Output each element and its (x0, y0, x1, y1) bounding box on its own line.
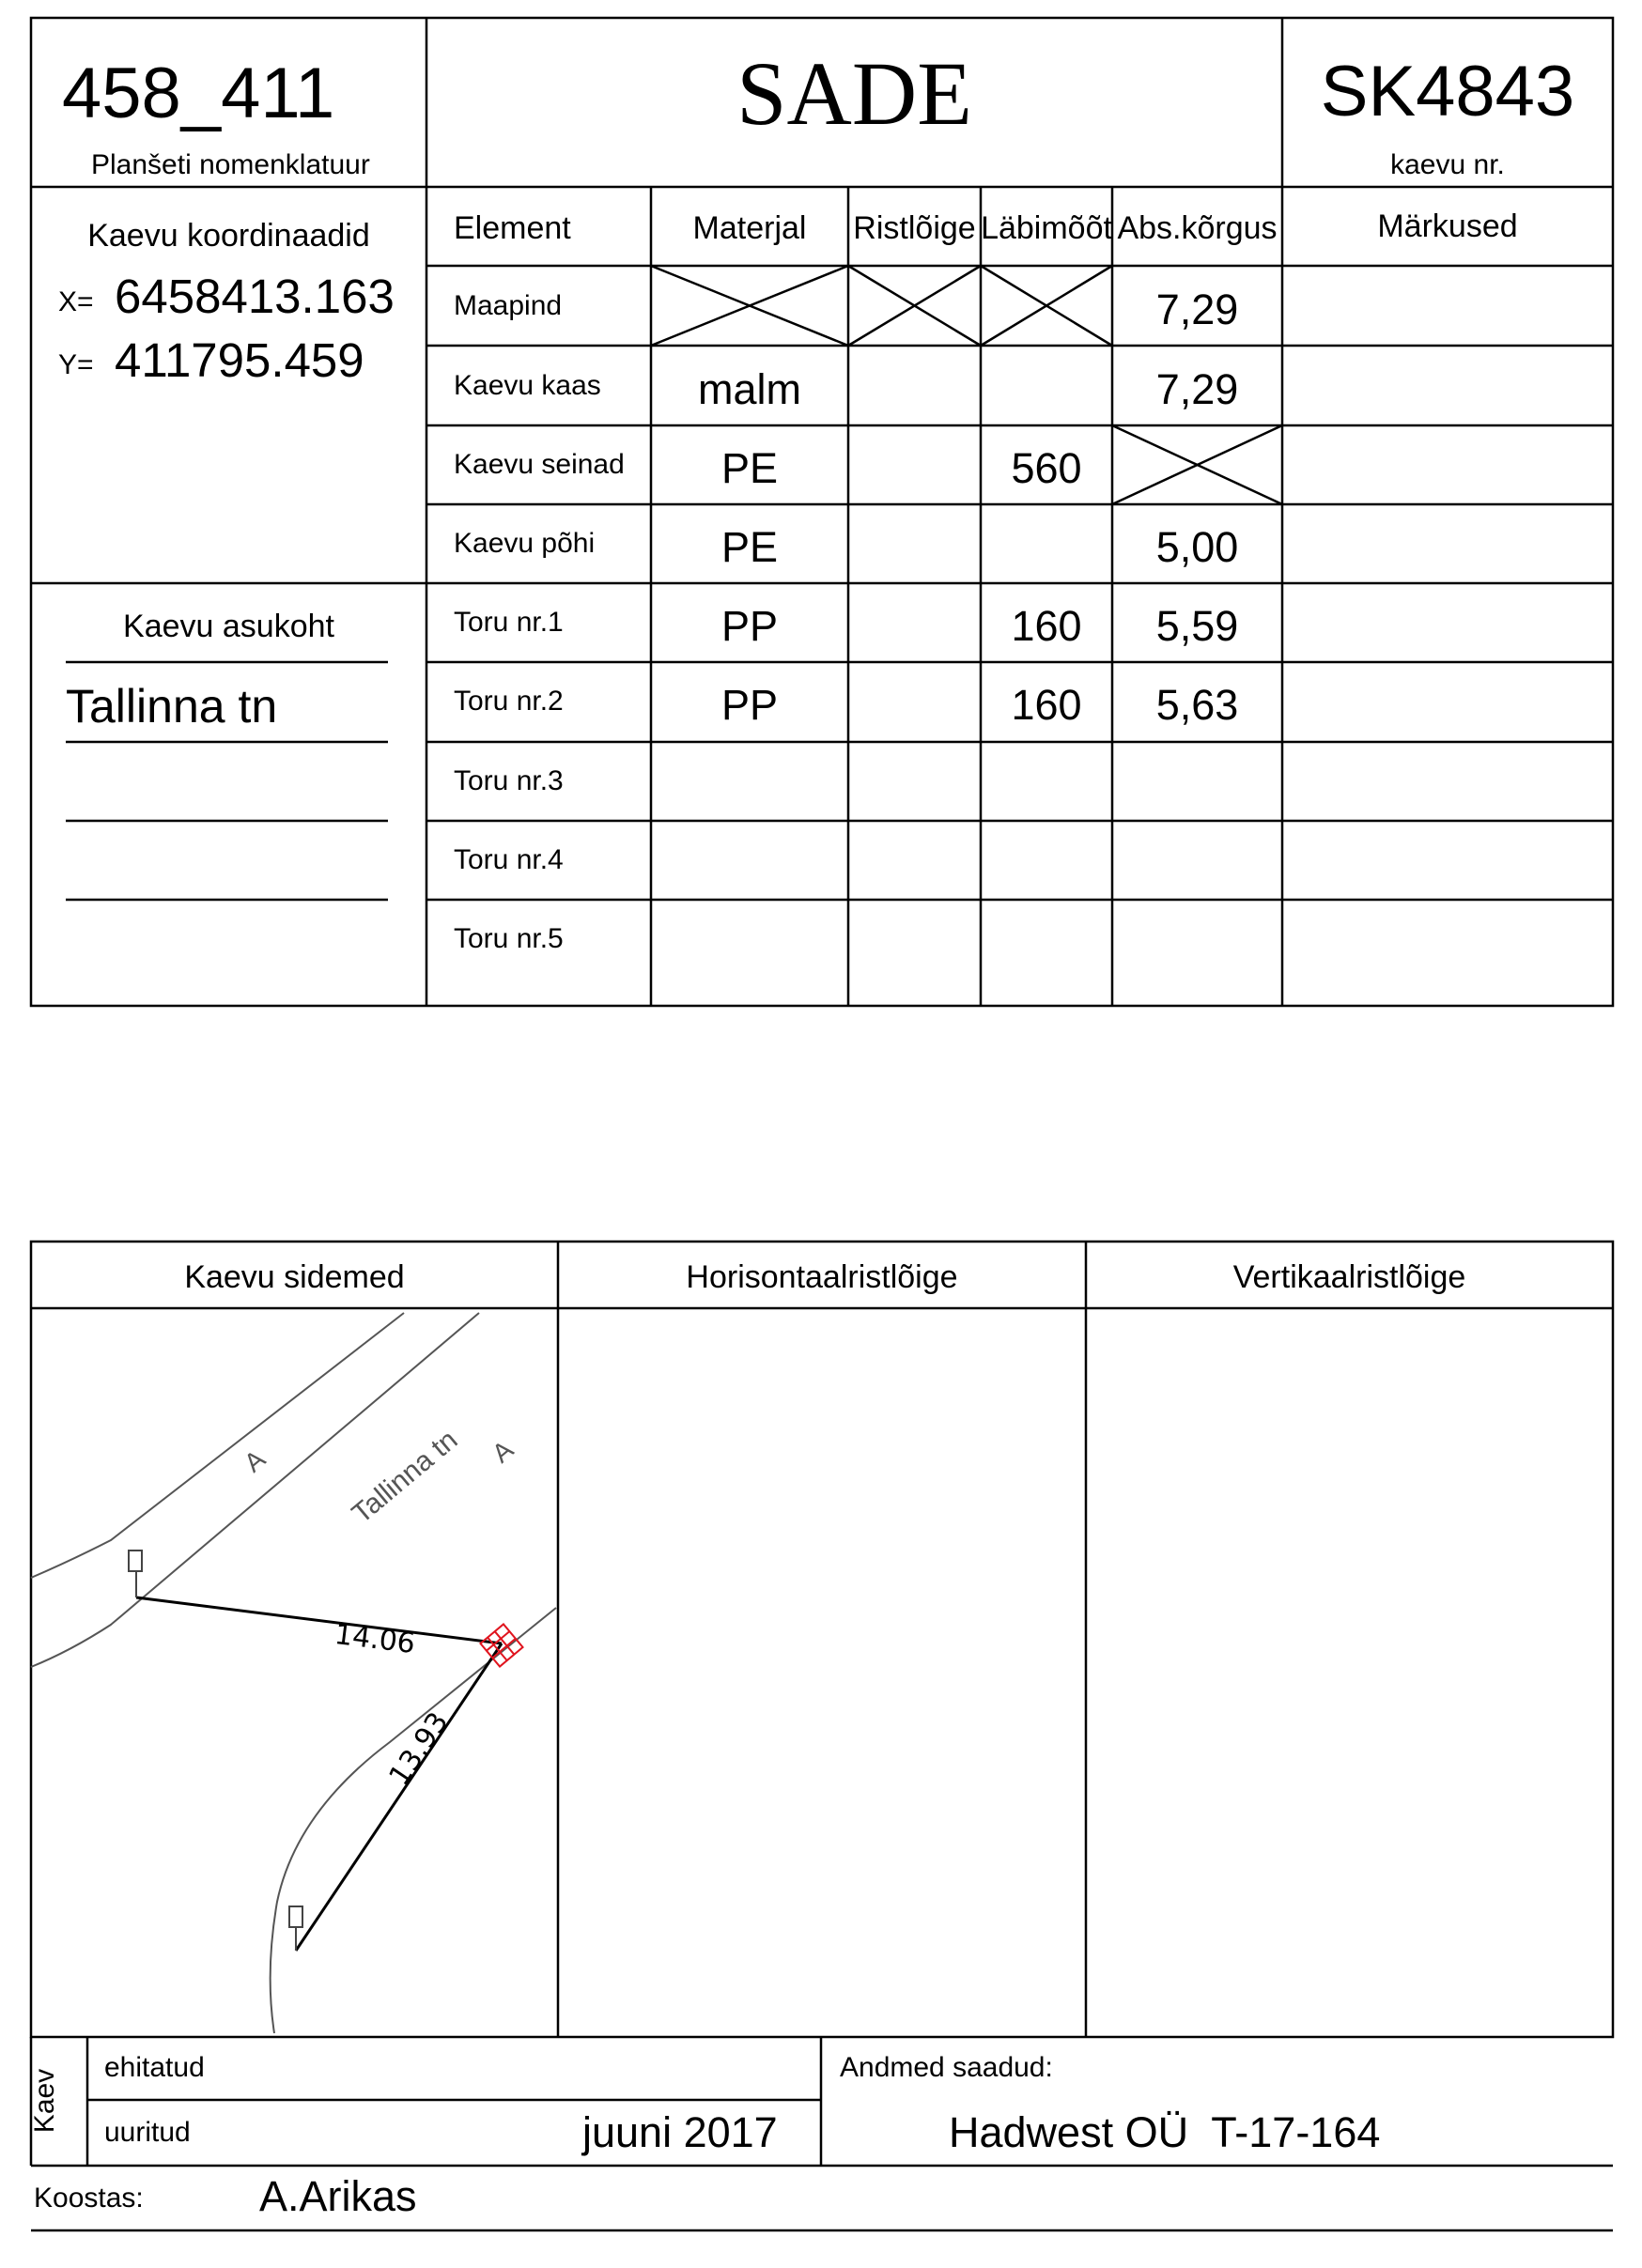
col-header-element: Element (454, 210, 571, 246)
distance-label: 14.06 (333, 1617, 417, 1661)
col-header-abs: Abs.kõrgus (1117, 210, 1278, 246)
street-label: Tallinna tn (346, 1424, 464, 1530)
row-materjal: PP (720, 602, 779, 650)
coordinates-title: Kaevu koordinaadid (87, 218, 370, 254)
distance-label: 13.93 (382, 1706, 456, 1792)
well-label: kaevu nr. (1390, 149, 1505, 180)
y-value: 411795.459 (115, 333, 364, 387)
built-label: ehitatud (104, 2052, 205, 2083)
road-code-label: A (486, 1434, 519, 1469)
location-title: Kaevu asukoht (123, 609, 334, 644)
row-element: Kaevu kaas (454, 370, 601, 401)
data-source-label: Andmed saadud: (840, 2052, 1053, 2083)
situation-sketch (31, 1313, 556, 2033)
location-street: Tallinna tn (66, 680, 278, 733)
row-element: Maapind (454, 290, 563, 321)
data-source-value: Hadwest OÜ T-17-164 (949, 2108, 1381, 2156)
compiled-by: A.Arikas (259, 2172, 417, 2220)
row-materjal: malm (698, 365, 801, 413)
compiled-label: Koostas: (34, 2183, 144, 2214)
sheet-number: 458_411 (62, 54, 335, 133)
row-abs: 5,00 (1155, 523, 1239, 571)
surveyed-date: juuni 2017 (582, 2108, 778, 2156)
row-element: Kaevu põhi (454, 528, 596, 559)
panel-title-horisontaal: Horisontaalristlõige (686, 1259, 958, 1295)
row-labimoot: 560 (1011, 444, 1082, 492)
y-label: Y= (58, 349, 94, 380)
col-header-ristloige: Ristlõige (853, 210, 976, 246)
col-header-labimoot: Läbimõõt (981, 210, 1112, 246)
col-header-markused: Märkused (1377, 208, 1518, 244)
row-labimoot: 160 (1011, 681, 1082, 729)
footer-side-label: Kaev (29, 2068, 61, 2134)
row-materjal: PE (720, 444, 779, 492)
row-abs: 5,63 (1155, 681, 1239, 729)
x-label: X= (58, 286, 94, 317)
row-labimoot: 160 (1011, 602, 1082, 650)
x-value: 6458413.163 (115, 270, 395, 323)
row-materjal: PE (720, 523, 779, 571)
row-abs: 7,29 (1155, 365, 1239, 413)
road-code-label: A (238, 1443, 271, 1478)
row-element: Toru nr.1 (454, 607, 564, 638)
col-header-materjal: Materjal (692, 210, 807, 246)
sheet-label: Planšeti nomenklatuur (91, 149, 370, 180)
row-element: Toru nr.5 (454, 923, 564, 954)
type-title: SADE (736, 43, 972, 144)
surveyed-label: uuritud (104, 2117, 191, 2148)
row-element: Kaevu seinad (454, 449, 625, 480)
row-element: Toru nr.3 (454, 765, 564, 796)
lower-frame (31, 1242, 1613, 2037)
row-abs: 5,59 (1155, 602, 1239, 650)
well-number: SK4843 (1320, 52, 1575, 131)
panel-title-sidemed: Kaevu sidemed (184, 1259, 405, 1295)
row-materjal: PP (720, 681, 779, 729)
row-element: Toru nr.2 (454, 686, 564, 717)
row-abs: 7,29 (1155, 285, 1239, 333)
panel-title-vertikaal: Vertikaalristlõige (1232, 1259, 1466, 1295)
row-element: Toru nr.4 (454, 844, 564, 875)
